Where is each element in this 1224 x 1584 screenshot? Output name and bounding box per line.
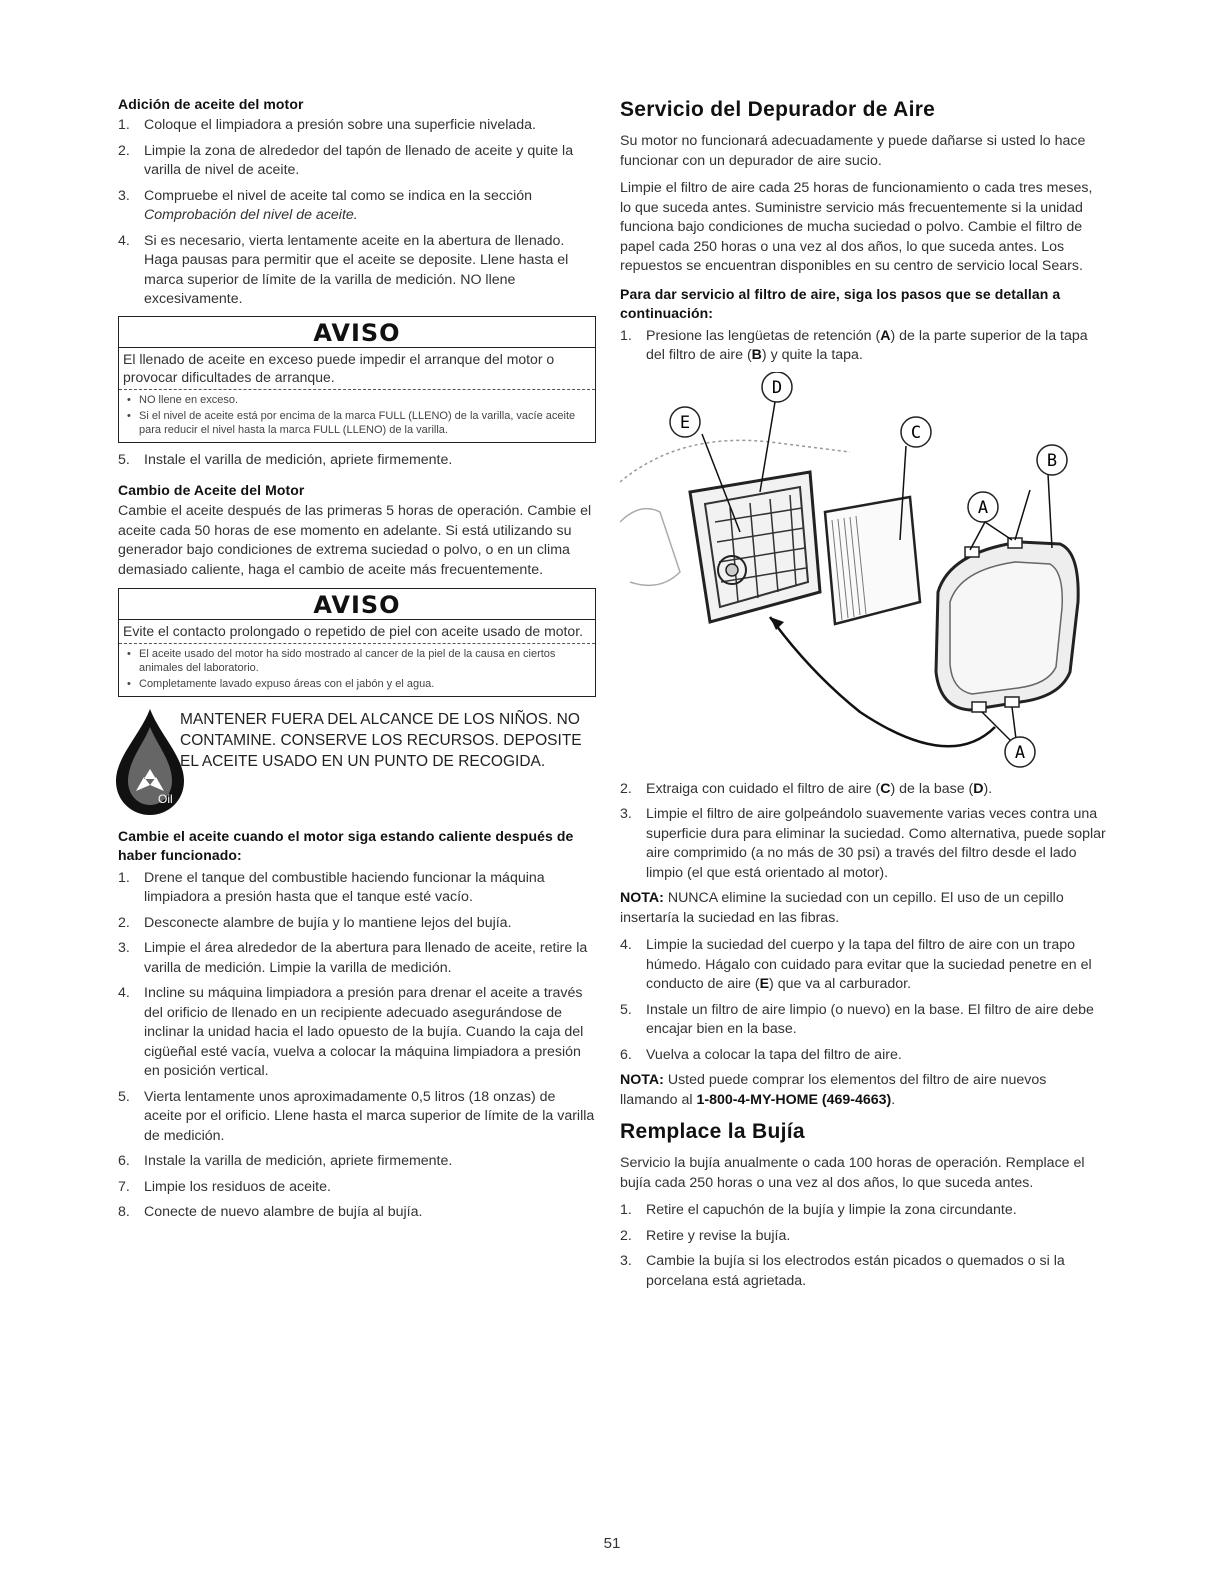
phone-number: 1-800-4-MY-HOME (469-4663): [696, 1091, 892, 1108]
list-item: 3. Cambie la bujía si los electrodos están picados o quemados o si la porcelana está agrietada.: [620, 1253, 1065, 1289]
spark-plug-steps: [620, 1201, 1106, 1291]
list-item: 5. Vierta lentamente unos aproximadamente 0,5 litros (18 onzas) de aceite por el orificio. Llene hasta el marca superior de límite de la varilla de medición.: [118, 1088, 595, 1144]
svg-text:A: A: [1014, 742, 1026, 763]
note-order-parts: NOTA: Usted puede comprar los elementos del filtro de aire nuevos llamando al 1-800-4-MY-HOME (469-4663).: [620, 1072, 1047, 1108]
page-number: 51: [603, 1535, 621, 1552]
callout-b: [1037, 445, 1067, 475]
warning-bullets: [119, 644, 595, 696]
warning-bullet: • NO llene en exceso.: [127, 393, 591, 407]
warning-heading: AVISO: [119, 317, 595, 348]
list-item: 5. Instale un filtro de aire limpio (o nuevo) en la base. El filtro de aire debe encajar bien en la base.: [620, 1001, 1094, 1037]
callout-a-bottom: [1005, 737, 1035, 767]
svg-text:E: E: [679, 412, 691, 433]
callout-c: [901, 417, 931, 447]
callout-d: [762, 372, 792, 402]
warning-bullets: [119, 390, 595, 442]
air-cleaner-steps: [620, 327, 1106, 366]
oil-drain-steps: [118, 869, 596, 1223]
svg-text:D: D: [771, 377, 783, 398]
oil-add-steps-cont: [118, 451, 596, 471]
warning-text: El llenado de aceite en exceso puede impedir el arranque del motor o provocar dificultades de arranque.: [119, 348, 595, 390]
list-item: 4. Limpie la suciedad del cuerpo y la tapa del filtro de aire con un trapo húmedo. Hágalo con cuidado para evitar que la suciedad penetre en el conducto de aire (E) que va al carburador.: [620, 937, 1092, 992]
left-column: [118, 96, 596, 1229]
list-item: 2. Desconecte alambre de bujía y lo mantiene lejos del bujía.: [118, 914, 512, 931]
oil-recycle-notice: [118, 705, 596, 817]
air-cleaner-intro: Su motor no funcionará adecuadamente y puede dañarse si usted lo hace funcionar con un depurador de aire sucio.: [620, 133, 1086, 169]
oil-add-heading: Adición de aceite del motor: [118, 96, 304, 112]
warning-box-overfill: [118, 316, 596, 443]
svg-text:B: B: [1046, 450, 1058, 471]
list-item: 1. Drene el tanque del combustible haciendo funcionar la máquina limpiadora a presión hasta que el tanque esté vacío.: [118, 869, 545, 905]
oil-change-heading: Cambio de Aceite del Motor: [118, 482, 305, 498]
spark-plug-intro: Servicio la bujía anualmente o cada 100 horas de operación. Remplace el bujía cada 250 horas o una vez al dos años, lo que suceda antes.: [620, 1155, 1085, 1191]
warning-bullet: • El aceite usado del motor ha sido mostrado al cancer de la piel de la causa en ciertos animales del laboratorio.: [127, 647, 591, 675]
filter-base: [690, 472, 820, 622]
list-item: 4. Si es necesario, vierta lentamente aceite en la abertura de llenado. Haga pausas para permitir que el aceite se deposite. Llene hasta el marca superior de límite de la varilla de medición. NO llene excesivamente.: [118, 232, 569, 307]
warning-box-skin: [118, 588, 596, 697]
warning-heading: AVISO: [119, 589, 595, 620]
right-column: [620, 92, 1106, 1297]
filter-element: [825, 497, 920, 624]
list-item: 2. Extraiga con cuidado el filtro de aire (C) de la base (D).: [620, 780, 993, 797]
air-cleaner-steps-cont: [620, 780, 1106, 884]
list-item: 6. Vuelva a colocar la tapa del filtro de aire.: [620, 1046, 902, 1063]
spark-plug-heading: Remplace la Bujía: [620, 1120, 805, 1143]
oil-drain-heading: Cambie el aceite cuando el motor siga estando caliente después de haber funcionado:: [118, 827, 574, 863]
oil-drop-recycle-icon: [110, 705, 190, 817]
callout-a-top: [968, 492, 998, 522]
air-cleaner-steps-cont2: [620, 936, 1106, 1065]
list-item: 8. Conecte de nuevo alambre de bujía al bujía.: [118, 1204, 423, 1220]
svg-text:C: C: [910, 422, 922, 443]
warning-bullet: • Si el nivel de aceite está por encima de la marca FULL (LLENO) de la varilla, vacíe aceite para reducir el nivel hasta la marca FULL (LLENO) de la varilla.: [127, 409, 591, 437]
warning-bullet: • Completamente lavado expuso áreas con el jabón y el agua.: [127, 677, 591, 691]
warning-text: Evite el contacto prolongado o repetido de piel con aceite usado de motor.: [119, 620, 595, 644]
list-item: 1. Presione las lengüetas de retención (A) de la parte superior de la tapa del filtro de aire (B) y quite la tapa.: [620, 327, 1088, 363]
oil-change-paragraph: Cambie el aceite después de las primeras 5 horas de operación. Cambie el aceite cada 50 horas de ese momento en adelante. Si está utilizando su generador bajo condiciones de extrema suciedad o polvo, o en un clima demasiado caliente, haga el cambio de aceite más frecuentemente.: [118, 503, 592, 578]
list-item: 4. Incline su máquina limpiadora a presión para drenar el aceite a través del orificio de llenado en un recipiente adecuado asegurándose de inclinar la unidad hacia el lado opuesto de la bujía. Cuando la caja del cigüeñal esté vacía, vuelva a colocar la máquina limpiadora a presión en posición vertical.: [118, 985, 584, 1079]
list-item: 2. Retire y revise la bujía.: [620, 1227, 791, 1244]
svg-text:A: A: [977, 497, 989, 518]
recycle-text: MANTENER FUERA DEL ALCANCE DE LOS NIÑOS. NO CONTAMINE. CONSERVE LOS RECURSOS. DEPOSITE EL ACEITE USADO EN UN PUNTO DE RECOGIDA.: [180, 710, 582, 770]
list-item: 3. Limpie el filtro de aire golpeándolo suavemente varias veces contra una superficie dura para eliminar la suciedad. Como alternativa, puede soplar aire comprimido (a no más de 30 psi) a través del filtro desde el lado limpio (el que está orientado al motor).: [620, 806, 1106, 881]
note-brush: NOTA: NUNCA elimine la suciedad con un cepillo. El uso de un cepillo insertaría la suciedad en las fibras.: [620, 890, 1064, 926]
list-item: 1. Retire el capuchón de la bujía y limpie la zona circundante.: [620, 1202, 1017, 1218]
section-reference: Comprobación del nivel de aceite.: [144, 207, 358, 223]
air-filter-illustration: [620, 372, 1106, 772]
air-cleaner-heading: Servicio del Depurador de Aire: [620, 98, 936, 121]
oil-add-steps: [118, 116, 596, 310]
list-item: 3. Compruebe el nivel de aceite tal como se indica en la sección Comprobación del nivel de aceite.: [118, 187, 533, 223]
list-item: 1. Coloque el limpiadora a presión sobre una superficie nivelada.: [118, 117, 536, 133]
list-item: 3. Limpie el área alrededor de la abertura para llenado de aceite, retire la varilla de medición. Limpie la varilla de medición.: [118, 940, 588, 976]
list-item: 7. Limpie los residuos de aceite.: [118, 1178, 331, 1195]
list-item: 5. Instale el varilla de medición, apriete firmemente.: [118, 451, 453, 468]
air-filter-diagram: [620, 372, 1106, 772]
list-item: 2. Limpie la zona de alrededor del tapón de llenado de aceite y quite la varilla de nivel de aceite.: [118, 142, 574, 178]
list-item: 6. Instale la varilla de medición, apriete firmemente.: [118, 1153, 453, 1169]
filter-cover: [936, 538, 1078, 712]
oil-label: Oil: [158, 791, 173, 806]
air-cleaner-steps-heading: Para dar servicio al filtro de aire, siga los pasos que se detallan a continuación:: [620, 285, 1061, 321]
callout-e: [670, 407, 700, 437]
air-cleaner-schedule: Limpie el filtro de aire cada 25 horas de funcionamiento o cada tres meses, lo que suceda antes. Suministre servicio más frecuentemente si la unidad funciona bajo condiciones de mucha suciedad o polvo. Cambie el filtro de papel cada 250 horas o una vez al dos años, lo que suceda antes. Los repuestos se encuentran disponibles en su centro de servicio local Sears.: [620, 180, 1093, 274]
